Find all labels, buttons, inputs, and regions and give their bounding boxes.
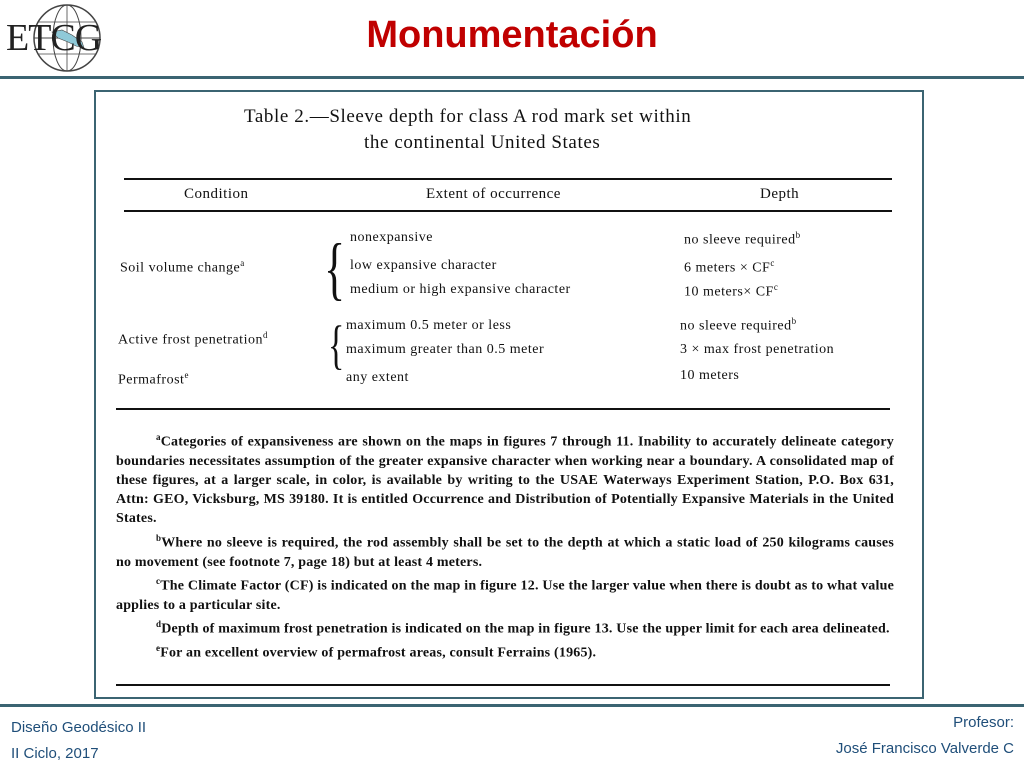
row-soil-extent-3: medium or high expansive character	[350, 282, 571, 297]
professor-label: Profesor:	[953, 714, 1014, 731]
table-rule-end	[116, 684, 890, 686]
footer-professor	[836, 710, 1014, 762]
header-divider	[0, 76, 1024, 79]
row-permafrost-depth: 10 meters	[680, 368, 740, 383]
course-term: II Ciclo, 2017	[11, 745, 99, 762]
footer-course	[11, 715, 146, 767]
row-soil-depth-2: 6 meters × $CF^c$	[684, 258, 775, 276]
table-rule-bottom	[116, 408, 890, 410]
header-condition: Condition	[184, 186, 249, 202]
row-soil-depth-1: no sleeve required$^b$	[684, 230, 801, 248]
footnotes	[116, 428, 894, 663]
table-scan	[96, 92, 922, 697]
row-frost-extent-1: maximum 0.5 meter or less	[346, 318, 512, 333]
table-title	[244, 104, 691, 155]
table-rule-header	[124, 210, 892, 212]
footnote-c: $^c$The Climate Factor (CF) is indicated on the map in figure 12. Use the larger value when there is doubt as to what value applies to a particular site.	[116, 575, 894, 613]
row-soil-depth-3: 10 meters× $CF^c$	[684, 282, 779, 300]
row-frost-depth-1: no sleeve required$^b$	[680, 316, 797, 334]
row-frost-extent-2: maximum greater than 0.5 meter	[346, 342, 545, 357]
row-permafrost-extent: any extent	[346, 370, 409, 385]
row-soil-condition: Soil volume change$^a$	[120, 258, 245, 276]
logo-text: ETCG	[6, 17, 102, 59]
footnote-e: $^e$For an excellent overview of permafrost areas, consult Ferrains (1965).	[156, 642, 597, 661]
brace-soil: {	[324, 229, 346, 308]
footnote-a: $^a$Categories of expansiveness are shown on the maps in figures 7 through 11. Inability to accurately delineate category boundaries necessitates assumption of the greater expansive character when working near a boundary. A consolidated map of these figures, at a larger scale, in color, is available by writing to the USAE Waterways Experiment Station, P.O. Box 631, Attn: GEO, Vicksburg, MS 39180. It is entitled Occurrence and Distribution of Potentially Expansive Materials in the United States.	[116, 432, 894, 527]
header-depth: Depth	[760, 186, 800, 202]
table-rule-top	[124, 178, 892, 180]
row-permafrost-condition: Permafrost$^e$	[118, 370, 189, 388]
header-extent: Extent of occurrence	[426, 186, 561, 202]
footnote-d: $^d$Depth of maximum frost penetration is indicated on the map in figure 13. Use the upper limit for each area delineated.	[156, 618, 890, 637]
footer-divider	[0, 704, 1024, 707]
footnote-b: $^b$Where no sleeve is required, the rod assembly shall be set to the depth at which a static load of 250 kilograms causes no movement (see footnote 7, page 18) but at least 4 meters.	[116, 532, 894, 570]
table-title-line1: Table 2.—Sleeve depth for class A rod mark set within	[244, 106, 692, 127]
table-image-frame	[94, 90, 924, 699]
table-title-line2: the continental United States	[364, 131, 601, 153]
row-soil-extent-2: low expansive character	[350, 258, 497, 273]
row-frost-depth-2: 3 × max frost penetration	[680, 342, 835, 357]
brace-frost: {	[328, 316, 345, 376]
row-soil-extent-1: nonexpansive	[350, 230, 433, 245]
course-name: Diseño Geodésico II	[11, 719, 147, 736]
professor-name: José Francisco Valverde C	[835, 740, 1014, 757]
page-title: Monumentación	[366, 14, 658, 56]
row-frost-condition: Active frost penetration$^d$	[118, 330, 268, 348]
